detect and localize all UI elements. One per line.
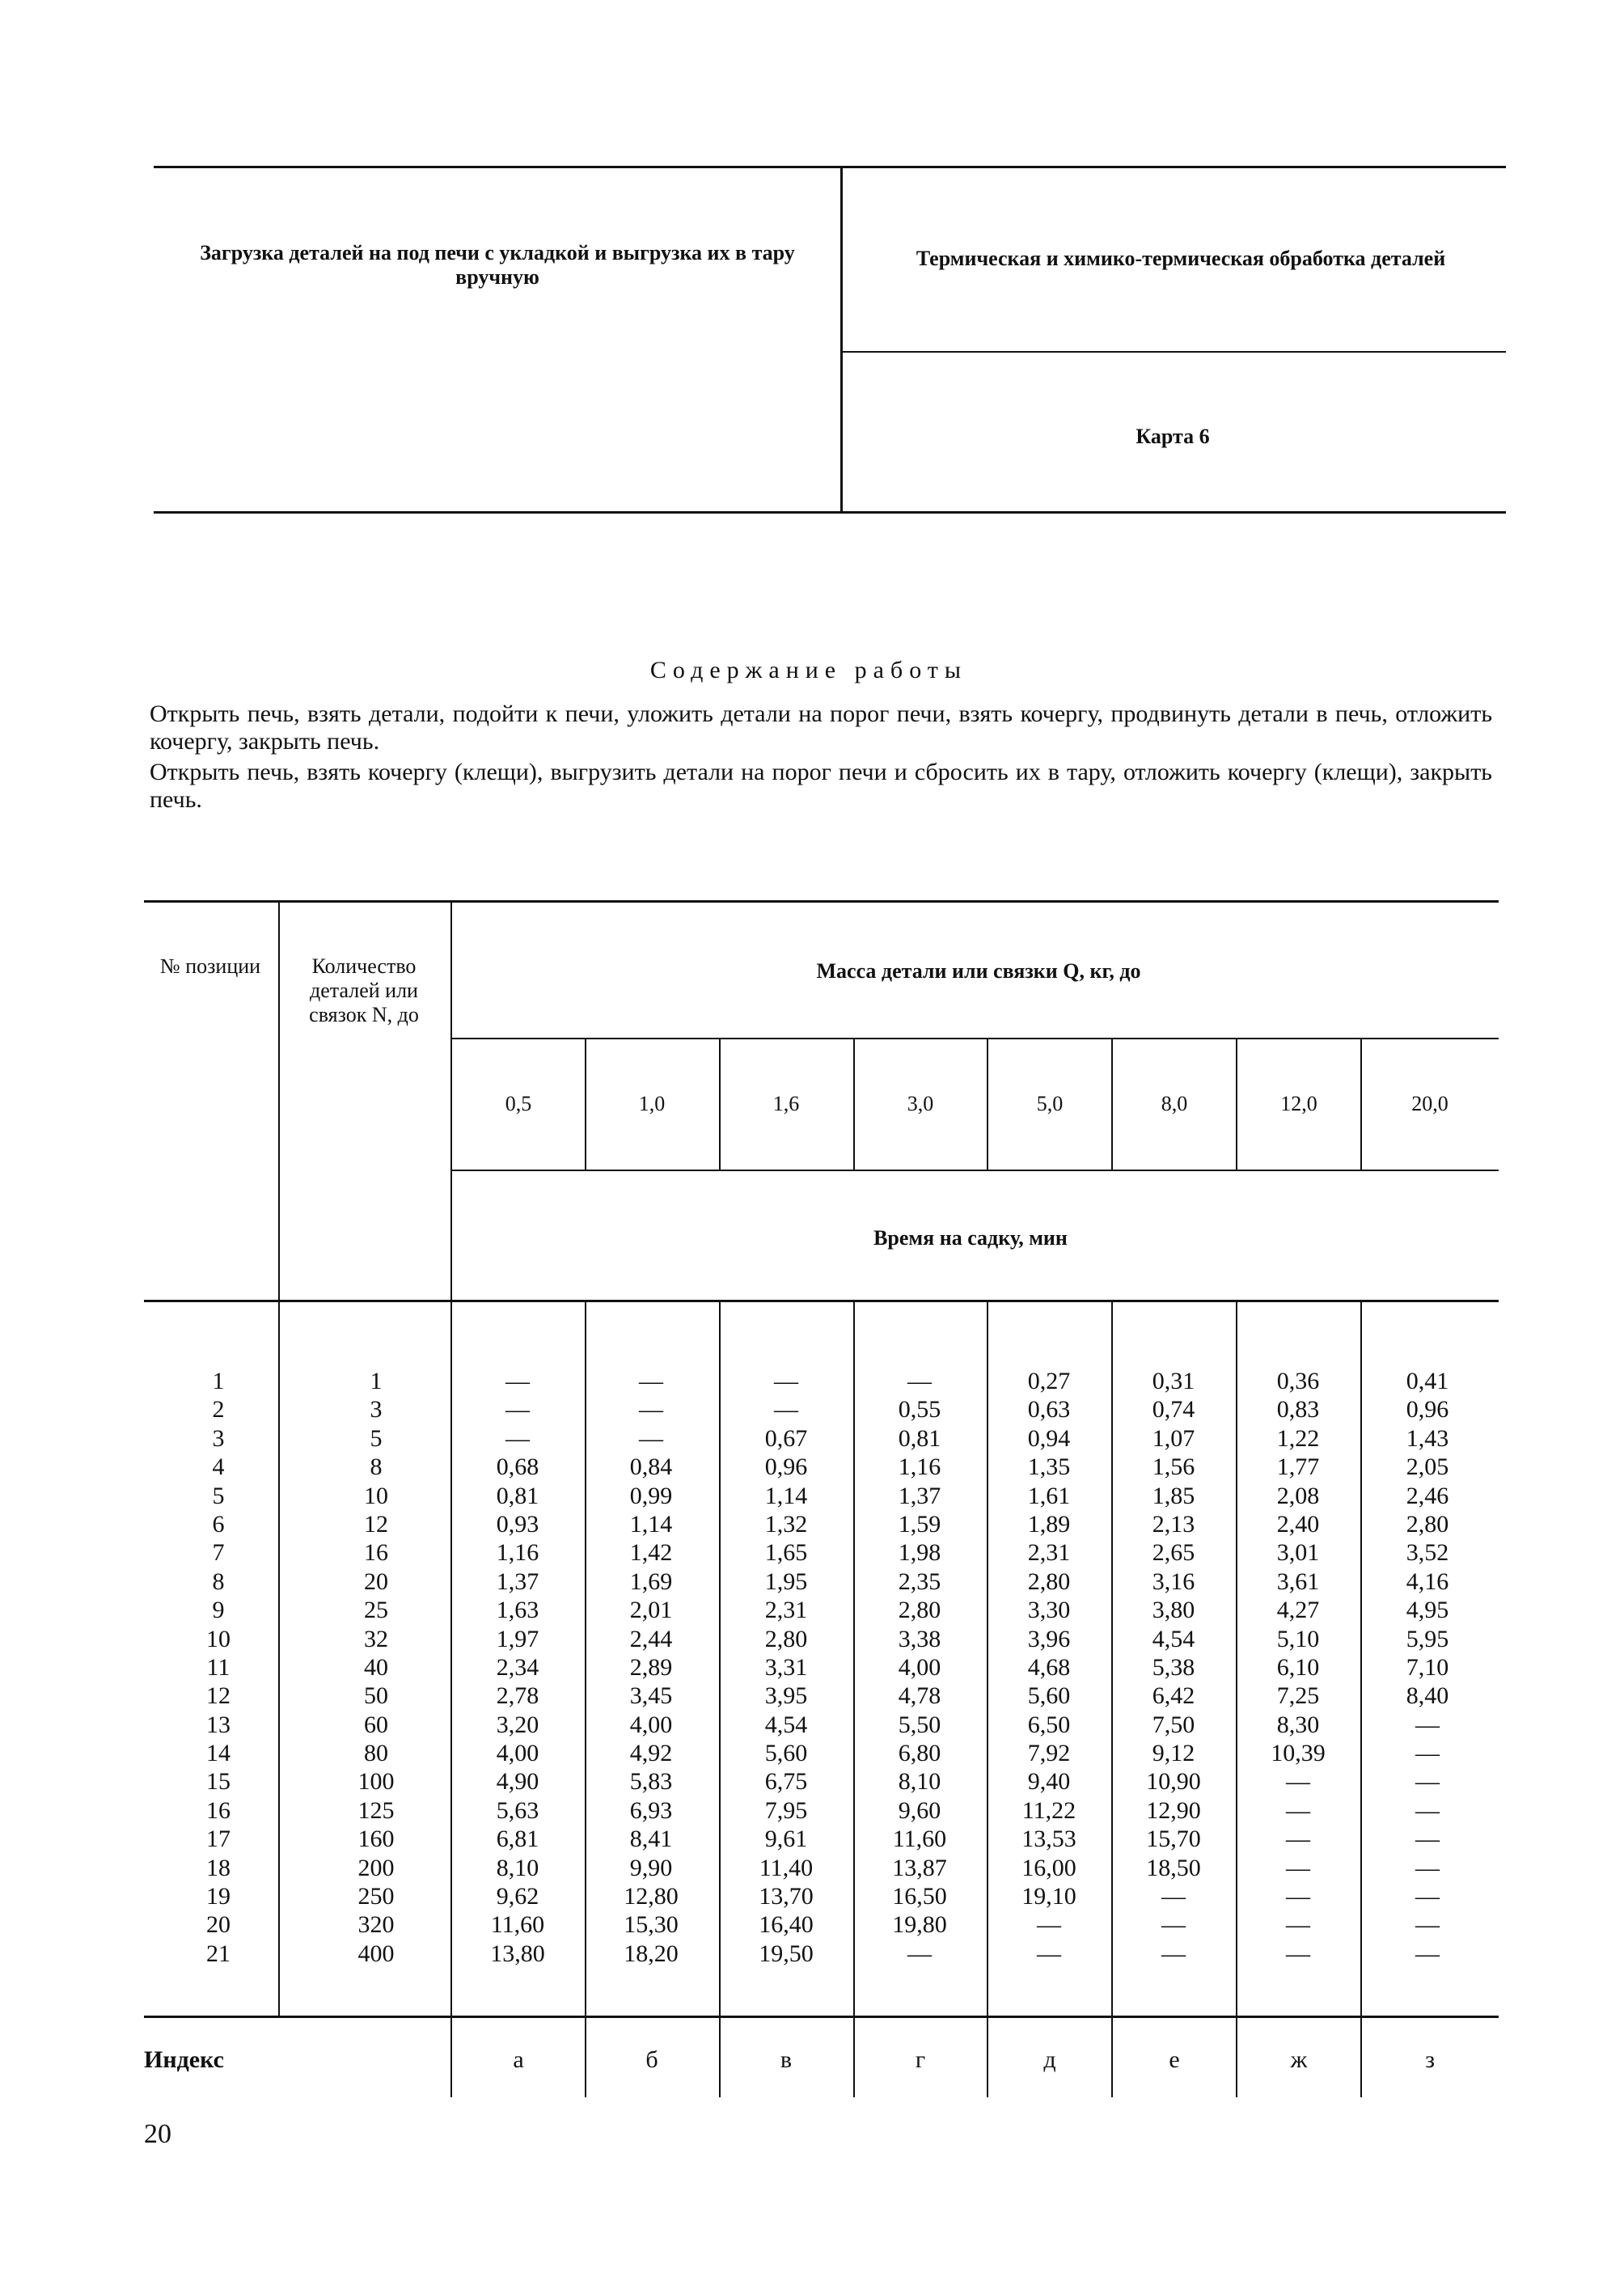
section-title: Содержание работы bbox=[649, 657, 968, 683]
table-cell: — bbox=[1286, 1796, 1310, 1824]
table-cell: 5 bbox=[370, 1424, 383, 1452]
table-cell: 3,95 bbox=[764, 1682, 808, 1710]
header-right-rule bbox=[842, 351, 1506, 353]
table-cell: 4,90 bbox=[496, 1768, 539, 1796]
table-cell: 1,95 bbox=[764, 1567, 808, 1595]
table-cell: 2,80 bbox=[1027, 1567, 1071, 1595]
table-cell: 1,16 bbox=[496, 1539, 539, 1567]
table-cell: 12,90 bbox=[1146, 1796, 1201, 1824]
table-cell: 14 bbox=[206, 1740, 230, 1767]
table-cell: — bbox=[505, 1424, 530, 1452]
table-cell: 1,37 bbox=[898, 1482, 941, 1509]
table-cell: 12 bbox=[206, 1682, 230, 1710]
table-cell: 1,69 bbox=[629, 1567, 673, 1595]
table-cell: 1,42 bbox=[629, 1539, 673, 1567]
table-cell: 0,68 bbox=[496, 1453, 539, 1481]
index-cell: е bbox=[1169, 2046, 1180, 2073]
time-column-e bbox=[1121, 1367, 1226, 1968]
header-divider bbox=[840, 166, 843, 514]
table-cell: 2,05 bbox=[1406, 1453, 1449, 1481]
body-end-rule bbox=[144, 2016, 1499, 2018]
table-cell: 13 bbox=[206, 1711, 230, 1738]
table-cell: 8,10 bbox=[898, 1768, 941, 1796]
col-divider-8b bbox=[1236, 1300, 1237, 2097]
table-cell: 19,10 bbox=[1021, 1883, 1076, 1910]
table-cell: 1,14 bbox=[629, 1510, 673, 1538]
table-cell: — bbox=[1415, 1940, 1440, 1967]
table-cell: 7,50 bbox=[1152, 1711, 1195, 1738]
mass-value: 20,0 bbox=[1411, 1092, 1448, 1115]
table-cell: 16,00 bbox=[1021, 1854, 1076, 1881]
table-cell: 100 bbox=[357, 1768, 395, 1796]
header-left-title: Загрузка деталей на под печи с укладкой и выгрузка их в тару вручную bbox=[200, 241, 795, 289]
table-cell: 2,01 bbox=[629, 1597, 673, 1624]
table-cell: 3,16 bbox=[1152, 1567, 1195, 1595]
table-cell: — bbox=[774, 1368, 798, 1394]
table-cell: 1,22 bbox=[1276, 1424, 1320, 1452]
table-cell: 8 bbox=[370, 1453, 383, 1481]
table-cell: 0,83 bbox=[1276, 1396, 1320, 1424]
table-cell: — bbox=[639, 1396, 663, 1424]
col-divider-1 bbox=[278, 900, 280, 2016]
table-cell: 3,38 bbox=[898, 1625, 941, 1652]
table-cell: 6,50 bbox=[1027, 1711, 1071, 1738]
table-cell: 3,80 bbox=[1152, 1597, 1195, 1624]
table-cell: 5,38 bbox=[1152, 1653, 1195, 1681]
col-divider-5b bbox=[853, 1300, 855, 2097]
table-cell: — bbox=[1415, 1826, 1440, 1853]
time-column-d bbox=[996, 1367, 1102, 1968]
col-position-header: № позиции bbox=[159, 954, 261, 978]
table-cell: 5,63 bbox=[496, 1796, 539, 1824]
table-cell: 2,34 bbox=[496, 1653, 539, 1681]
table-cell: 0,84 bbox=[629, 1453, 673, 1481]
index-cell: д bbox=[1043, 2046, 1056, 2073]
table-cell: 2,80 bbox=[764, 1625, 808, 1652]
table-cell: — bbox=[1286, 1826, 1310, 1853]
table-cell: — bbox=[1415, 1768, 1440, 1796]
table-cell: 125 bbox=[357, 1796, 395, 1824]
table-cell: 15,70 bbox=[1146, 1826, 1201, 1853]
table-cell: 5,95 bbox=[1406, 1625, 1449, 1652]
table-cell: — bbox=[1286, 1854, 1310, 1881]
table-cell: 4,16 bbox=[1406, 1567, 1449, 1595]
table-cell: 7,10 bbox=[1406, 1653, 1449, 1681]
table-cell: 9,90 bbox=[629, 1854, 673, 1881]
table-cell: 0,55 bbox=[898, 1396, 941, 1424]
table-cell: 0,81 bbox=[496, 1482, 539, 1509]
table-cell: 16,50 bbox=[892, 1883, 947, 1910]
table-cell: 50 bbox=[364, 1682, 388, 1710]
table-cell: — bbox=[1415, 1711, 1440, 1738]
col-divider-2 bbox=[450, 900, 452, 2097]
table-cell: 3,31 bbox=[764, 1653, 808, 1681]
table-top-rule bbox=[144, 900, 1499, 903]
table-cell: 4,00 bbox=[898, 1653, 941, 1681]
table-cell: 18,50 bbox=[1146, 1854, 1201, 1881]
index-cell: ж bbox=[1290, 2046, 1308, 2073]
table-cell: 200 bbox=[357, 1854, 395, 1881]
col-divider-4b bbox=[719, 1300, 721, 2097]
table-cell: 1,61 bbox=[1027, 1482, 1071, 1509]
table-cell: — bbox=[1161, 1911, 1186, 1939]
table-cell: — bbox=[1415, 1740, 1440, 1767]
table-cell: — bbox=[1415, 1911, 1440, 1939]
table-cell: 0,96 bbox=[1406, 1396, 1449, 1424]
quantities-column bbox=[319, 1367, 433, 1968]
table-cell: 5,83 bbox=[629, 1768, 673, 1796]
table-cell: — bbox=[907, 1368, 932, 1394]
table-cell: 1,98 bbox=[898, 1539, 941, 1567]
table-cell: 7,95 bbox=[764, 1796, 808, 1824]
table-cell: 3,96 bbox=[1027, 1625, 1071, 1652]
table-cell: 11 bbox=[206, 1653, 230, 1681]
table-cell: — bbox=[1286, 1940, 1310, 1967]
table-cell: 1,85 bbox=[1152, 1482, 1195, 1509]
table-cell: 1,14 bbox=[764, 1482, 808, 1509]
table-cell: 1,32 bbox=[764, 1510, 808, 1538]
table-cell: 40 bbox=[364, 1653, 388, 1681]
table-cell: 13,87 bbox=[892, 1854, 947, 1881]
table-cell: 3,61 bbox=[1276, 1567, 1320, 1595]
table-cell: 4,68 bbox=[1027, 1653, 1071, 1681]
table-cell: 9,62 bbox=[496, 1883, 539, 1910]
table-cell: 2,65 bbox=[1152, 1539, 1195, 1567]
table-cell: 4,95 bbox=[1406, 1597, 1449, 1624]
index-cell: в bbox=[780, 2046, 793, 2073]
table-cell: 1,43 bbox=[1406, 1424, 1449, 1452]
table-cell: 10 bbox=[364, 1482, 388, 1509]
table-cell: 2,78 bbox=[496, 1682, 539, 1710]
header-top-rule bbox=[154, 166, 1506, 168]
table-cell: 2,80 bbox=[1406, 1510, 1449, 1538]
table-cell: 15,30 bbox=[624, 1911, 679, 1939]
table-cell: 4 bbox=[212, 1453, 225, 1481]
index-cell: з bbox=[1425, 2046, 1435, 2073]
table-cell: 5,60 bbox=[764, 1740, 808, 1767]
col-divider-9b bbox=[1360, 1300, 1362, 2097]
table-cell: 1,59 bbox=[898, 1510, 941, 1538]
table-cell: 2 bbox=[212, 1396, 225, 1424]
table-cell: 80 bbox=[364, 1740, 388, 1767]
work-paragraph-1: Открыть печь, взять детали, подойти к печи, уложить детали на порог печи, взять кочергу, продвинуть детали в печь, отложить кочергу, закрыть печь. bbox=[150, 700, 1492, 755]
table-cell: 25 bbox=[364, 1597, 388, 1624]
table-cell: 8,30 bbox=[1276, 1711, 1320, 1738]
mass-header-rule bbox=[451, 1038, 1499, 1039]
table-cell: 6,10 bbox=[1276, 1653, 1320, 1681]
table-cell: 11,40 bbox=[759, 1854, 814, 1881]
table-cell: 3,52 bbox=[1406, 1539, 1449, 1567]
table-cell: 19,50 bbox=[759, 1940, 814, 1967]
header-bottom-rule bbox=[154, 511, 1506, 514]
table-cell: 8,10 bbox=[496, 1854, 539, 1881]
table-cell: 20 bbox=[206, 1911, 230, 1939]
table-cell: 12 bbox=[364, 1510, 388, 1538]
positions-column bbox=[174, 1367, 263, 1968]
table-cell: 10 bbox=[206, 1625, 230, 1652]
table-cell: 8,41 bbox=[629, 1826, 673, 1853]
table-cell: — bbox=[1037, 1940, 1061, 1967]
table-cell: 13,80 bbox=[490, 1940, 545, 1967]
table-cell: 16 bbox=[206, 1796, 230, 1824]
table-cell: 4,00 bbox=[496, 1740, 539, 1767]
table-cell: 1,07 bbox=[1152, 1424, 1195, 1452]
table-cell: 5,50 bbox=[898, 1711, 941, 1738]
table-cell: — bbox=[907, 1940, 932, 1967]
table-cell: 20 bbox=[364, 1567, 388, 1595]
table-cell: 2,40 bbox=[1276, 1510, 1320, 1538]
table-cell: 7,25 bbox=[1276, 1682, 1320, 1710]
index-cell: а bbox=[513, 2046, 524, 2073]
table-cell: 4,54 bbox=[1152, 1625, 1195, 1652]
mass-value: 3,0 bbox=[907, 1092, 934, 1115]
table-cell: 13,70 bbox=[759, 1883, 814, 1910]
table-cell: 9,60 bbox=[898, 1796, 941, 1824]
table-cell: 3 bbox=[370, 1396, 383, 1424]
table-cell: 3,01 bbox=[1276, 1539, 1320, 1567]
table-cell: 250 bbox=[357, 1883, 395, 1910]
table-cell: — bbox=[1286, 1883, 1310, 1910]
table-cell: 2,80 bbox=[898, 1597, 941, 1624]
table-cell: 0,67 bbox=[764, 1424, 808, 1452]
table-cell: 1,63 bbox=[496, 1597, 539, 1624]
table-cell: — bbox=[1415, 1883, 1440, 1910]
table-cell: 8,40 bbox=[1406, 1682, 1449, 1710]
table-cell: 6,81 bbox=[496, 1826, 539, 1853]
table-cell: 320 bbox=[357, 1911, 395, 1939]
table-cell: 1,77 bbox=[1276, 1453, 1320, 1481]
table-cell: 11,60 bbox=[490, 1911, 545, 1939]
mass-value: 12,0 bbox=[1280, 1092, 1317, 1115]
table-cell: 0,63 bbox=[1027, 1396, 1071, 1424]
table-cell: — bbox=[1037, 1911, 1061, 1939]
table-cell: 15 bbox=[206, 1768, 230, 1796]
table-cell: 4,54 bbox=[764, 1711, 808, 1738]
table-cell: 11,60 bbox=[892, 1826, 947, 1853]
table-cell: 1,35 bbox=[1027, 1453, 1071, 1481]
table-cell: 160 bbox=[357, 1826, 395, 1853]
index-cell: г bbox=[915, 2046, 926, 2073]
table-cell: 8 bbox=[212, 1567, 225, 1595]
table-cell: — bbox=[1415, 1796, 1440, 1824]
table-cell: 18 bbox=[206, 1854, 230, 1881]
table-cell: 1 bbox=[370, 1368, 383, 1394]
table-cell: 10,39 bbox=[1271, 1740, 1326, 1767]
col-quantity-header: Количество деталей или связок N, до bbox=[309, 954, 419, 1026]
table-cell: 1,97 bbox=[496, 1625, 539, 1652]
table-cell: 400 bbox=[357, 1940, 395, 1967]
page-number: 20 bbox=[144, 2119, 171, 2149]
table-cell: 1,37 bbox=[496, 1567, 539, 1595]
table-cell: 3,45 bbox=[629, 1682, 673, 1710]
index-cell: б bbox=[645, 2046, 658, 2073]
table-cell: 2,13 bbox=[1152, 1510, 1195, 1538]
table-cell: 2,89 bbox=[629, 1653, 673, 1681]
col-divider-7b bbox=[1111, 1300, 1113, 2097]
table-cell: 9,61 bbox=[764, 1826, 808, 1853]
table-cell: 0,36 bbox=[1276, 1368, 1320, 1394]
table-cell: 2,46 bbox=[1406, 1482, 1449, 1509]
col-mass-header: Масса детали или связки Q, кг, до bbox=[816, 959, 1141, 983]
time-column-a bbox=[461, 1367, 574, 1968]
table-cell: 6 bbox=[212, 1510, 225, 1538]
table-cell: — bbox=[639, 1368, 663, 1394]
table-cell: 1 bbox=[212, 1368, 225, 1394]
table-cell: 9,40 bbox=[1027, 1768, 1071, 1796]
table-cell: 0,96 bbox=[764, 1453, 808, 1481]
table-cell: 2,08 bbox=[1276, 1482, 1320, 1509]
index-label: Индекс bbox=[144, 2046, 224, 2073]
table-cell: 60 bbox=[364, 1711, 388, 1738]
mass-value: 5,0 bbox=[1036, 1092, 1064, 1115]
time-column-v bbox=[730, 1367, 843, 1968]
table-cell: 1,56 bbox=[1152, 1453, 1195, 1481]
time-column-b bbox=[594, 1367, 708, 1968]
table-cell: 5 bbox=[212, 1482, 225, 1509]
table-cell: 7 bbox=[212, 1539, 225, 1567]
table-cell: 13,53 bbox=[1021, 1826, 1076, 1853]
table-cell: 0,81 bbox=[898, 1424, 941, 1452]
mass-value: 1,0 bbox=[638, 1092, 666, 1115]
table-cell: 19 bbox=[206, 1883, 230, 1910]
table-cell: 1,89 bbox=[1027, 1510, 1071, 1538]
time-column-z bbox=[1375, 1367, 1480, 1968]
mass-value: 0,5 bbox=[505, 1092, 532, 1115]
table-cell: 6,93 bbox=[629, 1796, 673, 1824]
table-cell: 0,27 bbox=[1027, 1368, 1071, 1394]
table-cell: 3 bbox=[212, 1424, 225, 1452]
table-cell: 5,10 bbox=[1276, 1625, 1320, 1652]
col-divider-6b bbox=[987, 1300, 988, 2097]
table-cell: 17 bbox=[206, 1826, 230, 1853]
table-cell: 21 bbox=[206, 1940, 230, 1967]
table-cell: 4,78 bbox=[898, 1682, 941, 1710]
table-cell: 2,44 bbox=[629, 1625, 673, 1652]
table-cell: — bbox=[505, 1368, 530, 1394]
table-cell: — bbox=[1286, 1911, 1310, 1939]
table-cell: 4,92 bbox=[629, 1740, 673, 1767]
table-cell: 1,16 bbox=[898, 1453, 941, 1481]
table-cell: — bbox=[1286, 1768, 1310, 1796]
header-right-title: Термическая и химико-термическая обработка деталей bbox=[916, 247, 1446, 270]
table-cell: 1,65 bbox=[764, 1539, 808, 1567]
table-cell: 5,60 bbox=[1027, 1682, 1071, 1710]
table-cell: 19,80 bbox=[892, 1911, 947, 1939]
table-cell: 4,00 bbox=[629, 1711, 673, 1738]
table-cell: 0,94 bbox=[1027, 1424, 1071, 1452]
table-cell: 3,30 bbox=[1027, 1597, 1071, 1624]
work-paragraph-2: Открыть печь, взять кочергу (клещи), выгрузить детали на порог печи и сбросить их в тару, отложить кочергу (клещи), закрыть печь. bbox=[150, 759, 1492, 813]
table-cell: 10,90 bbox=[1146, 1768, 1201, 1796]
table-cell: — bbox=[774, 1396, 798, 1424]
table-cell: — bbox=[1415, 1854, 1440, 1881]
table-cell: 0,41 bbox=[1406, 1368, 1449, 1394]
table-cell: 6,80 bbox=[898, 1740, 941, 1767]
table-cell: 18,20 bbox=[624, 1940, 679, 1967]
table-cell: 7,92 bbox=[1027, 1740, 1071, 1767]
col-divider-3b bbox=[585, 1300, 586, 2097]
table-cell: 2,31 bbox=[1027, 1539, 1071, 1567]
table-cell: 0,99 bbox=[629, 1482, 673, 1509]
table-cell: — bbox=[639, 1424, 663, 1452]
table-cell: 9,12 bbox=[1152, 1740, 1195, 1767]
table-cell: — bbox=[505, 1396, 530, 1424]
table-cell: 0,31 bbox=[1152, 1368, 1195, 1394]
table-cell: 6,75 bbox=[764, 1768, 808, 1796]
time-column-g bbox=[863, 1367, 976, 1968]
table-cell: 16,40 bbox=[759, 1911, 814, 1939]
table-cell: 0,74 bbox=[1152, 1396, 1195, 1424]
mass-value: 8,0 bbox=[1161, 1092, 1188, 1115]
table-cell: 4,27 bbox=[1276, 1597, 1320, 1624]
table-cell: 9 bbox=[212, 1597, 225, 1624]
table-cell: — bbox=[1161, 1883, 1186, 1910]
time-label: Время на садку, мин bbox=[873, 1226, 1068, 1250]
table-cell: 2,31 bbox=[764, 1597, 808, 1624]
table-cell: 11,22 bbox=[1021, 1796, 1076, 1824]
table-cell: 6,42 bbox=[1152, 1682, 1195, 1710]
time-column-zh bbox=[1245, 1367, 1351, 1968]
table-cell: — bbox=[1161, 1940, 1186, 1967]
mass-values-rule bbox=[451, 1170, 1499, 1171]
table-cell: 12,80 bbox=[624, 1883, 679, 1910]
table-cell: 32 bbox=[364, 1625, 388, 1652]
card-number: Карта 6 bbox=[1136, 425, 1210, 448]
header-end-rule bbox=[144, 1300, 1499, 1302]
table-cell: 16 bbox=[364, 1539, 388, 1567]
table-cell: 0,93 bbox=[496, 1510, 539, 1538]
table-cell: 2,35 bbox=[898, 1567, 941, 1595]
mass-value: 1,6 bbox=[772, 1092, 800, 1115]
table-cell: 3,20 bbox=[496, 1711, 539, 1738]
